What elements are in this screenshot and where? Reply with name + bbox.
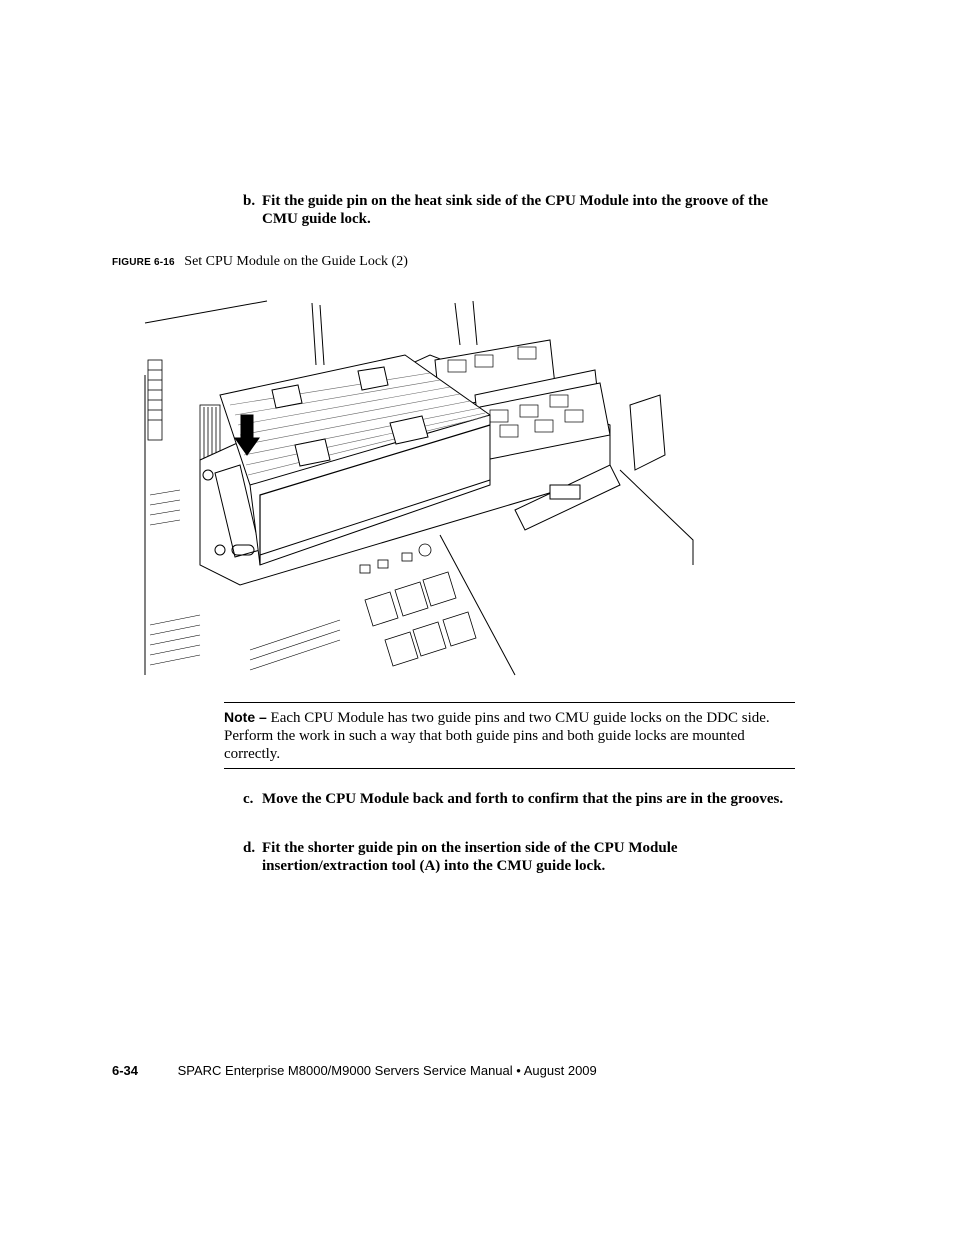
footer-separator: • [516, 1063, 521, 1078]
note-label: Note – [224, 709, 267, 725]
note [224, 708, 784, 763]
step-b-letter: b. [243, 193, 256, 209]
note-rule-bottom [224, 768, 795, 769]
left-connector [148, 360, 220, 465]
cpu-module-illustration [140, 295, 700, 685]
note-rule-top [224, 702, 795, 703]
footer-date: August 2009 [523, 1063, 597, 1078]
figure-label: FIGURE 6-16 [112, 257, 175, 268]
step-d-text: Fit the shorter guide pin on the insertion side of the CPU Module insertion/extraction tool (A) into the CMU guide lock. [262, 840, 678, 874]
note-text: Each CPU Module has two guide pins and two CMU guide locks on the DDC side. Perform the work in such a way that both guide pins and both guide locks are mounted correctly. [224, 710, 770, 762]
figure-title: Set CPU Module on the Guide Lock (2) [184, 254, 408, 269]
step-c [243, 790, 803, 808]
step-c-text: Move the CPU Module back and forth to confirm that the pins are in the grooves. [262, 791, 784, 807]
step-d [243, 839, 803, 875]
manual-title: SPARC Enterprise M8000/M9000 Servers Service Manual [177, 1063, 513, 1078]
step-b [243, 192, 803, 228]
board-components [360, 544, 476, 666]
step-d-letter: d. [243, 840, 256, 856]
page-footer [112, 1063, 597, 1078]
step-c-letter: c. [243, 791, 254, 807]
figure-caption [112, 253, 408, 272]
step-b-text: Fit the guide pin on the heat sink side of the CPU Module into the groove of the CMU guide lock. [262, 193, 768, 227]
page-number: 6-34 [112, 1063, 139, 1078]
